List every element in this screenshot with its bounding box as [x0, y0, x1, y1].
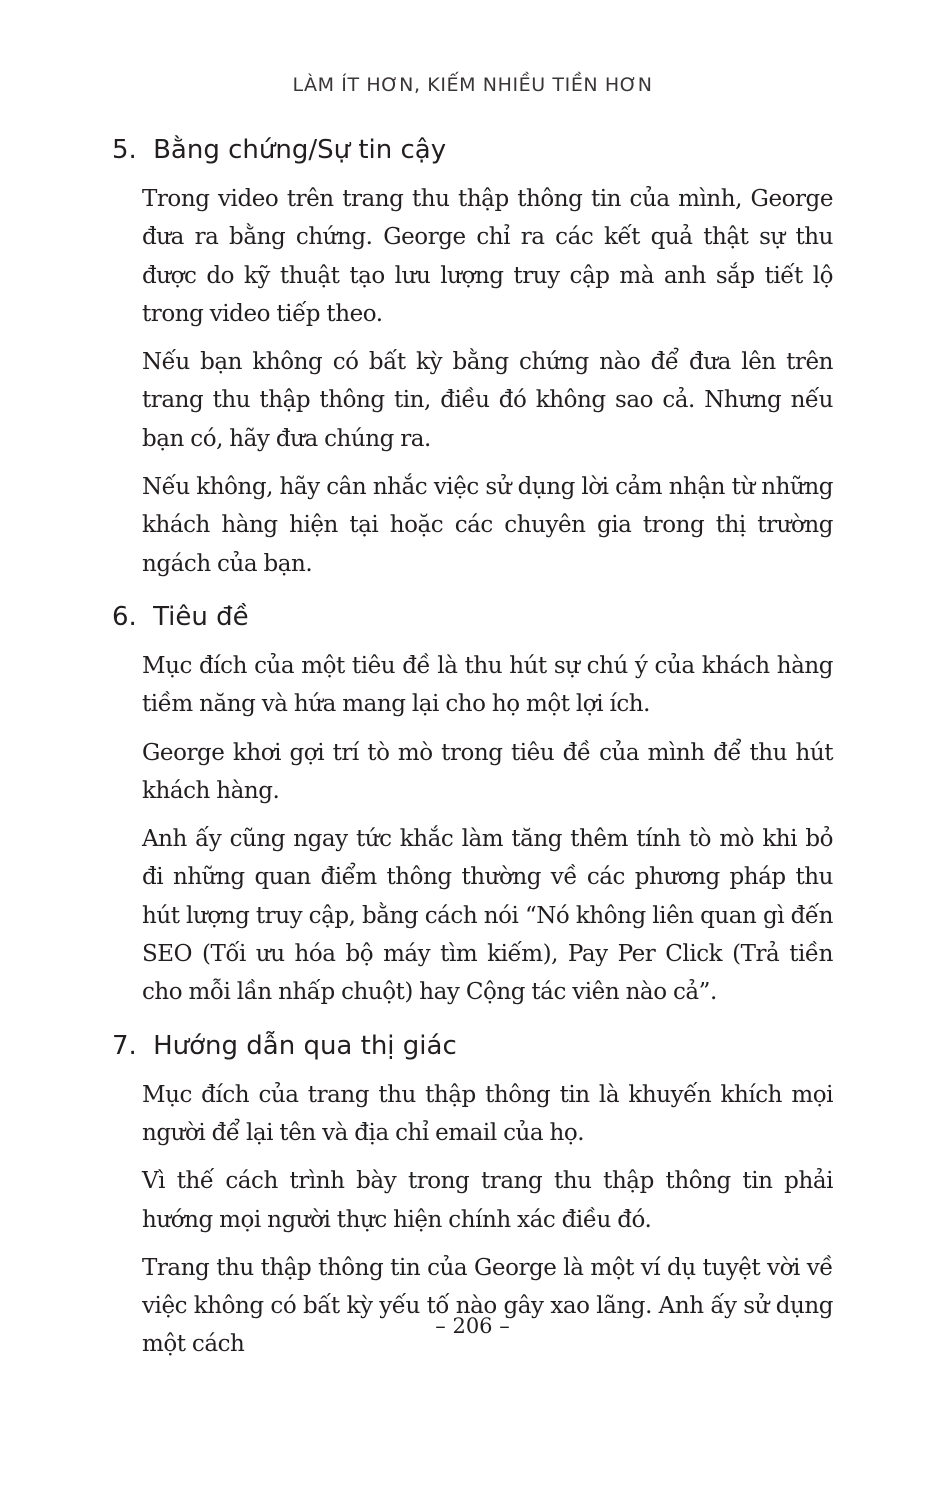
paragraph: Anh ấy cũng ngay tức khắc làm tăng thêm tính tò mò khi bỏ đi những quan điểm thông thường về các phương pháp thu hút lượng truy cập, bằng cách nói “Nó không liên quan gì đến SEO (Tối ưu hóa bộ máy tìm kiếm), Pay Per Click (Trả tiền cho mỗi lần nhấp chuột) hay Cộng tác viên nào cả”.	[142, 826, 833, 1006]
paragraph: Trong video trên trang thu thập thông tin của mình, George đưa ra bằng chứng. George chỉ ra các kết quả thật sự thu được do kỹ thuật tạo lưu lượng truy cập mà anh sắp tiết lộ trong video tiếp theo.	[142, 186, 833, 327]
paragraph: Mục đích của một tiêu đề là thu hút sự chú ý của khách hàng tiềm năng và hứa mang lại cho họ một lợi ích.	[142, 652, 833, 718]
paragraph: Vì thế cách trình bày trong trang thu thập thông tin phải hướng mọi người thực hiện chính xác điều đó.	[142, 1168, 833, 1233]
page-number: – 206 –	[435, 1314, 510, 1338]
paragraph: Trang thu thập thông tin của George là một ví dụ tuyệt vời về việc không có bất kỳ yếu tố nào gây xao lãng. Anh ấy sử dụng một cách	[142, 1254, 833, 1358]
paragraph: Nếu bạn không có bất kỳ bằng chứng nào để đưa lên trên trang thu thập thông tin, điều đó không sao cả. Nhưng nếu bạn có, hãy đưa chúng ra.	[142, 349, 833, 452]
section-title: Hướng dẫn qua thị giác	[153, 1030, 457, 1061]
section-title: Bằng chứng/Sự tin cậy	[153, 135, 447, 165]
paragraph: Mục đích của trang thu thập thông tin là khuyến khích mọi người để lại tên và địa chỉ email của họ.	[142, 1081, 833, 1146]
section-5	[0, 130, 945, 583]
section-6	[0, 597, 945, 1012]
page-body	[0, 130, 945, 1378]
section-number: 5.	[112, 135, 137, 165]
paragraph: Nếu không, hãy cân nhắc việc sử dụng lời cảm nhận từ những khách hàng hiện tại hoặc các chuyên gia trong thị trường ngách của bạn.	[142, 474, 833, 577]
section-number: 7.	[112, 1030, 137, 1061]
section-heading	[112, 130, 945, 170]
paragraph: George khơi gợi trí tò mò trong tiêu đề của mình để thu hút khách hàng.	[142, 739, 833, 804]
section-title: Tiêu đề	[153, 601, 249, 632]
section-number: 6.	[112, 601, 137, 632]
section-heading	[112, 1026, 945, 1066]
running-header: LÀM ÍT HƠN, KIẾM NHIỀU TIỀN HƠN	[292, 74, 653, 96]
section-7	[0, 1026, 945, 1364]
section-heading	[112, 597, 945, 637]
